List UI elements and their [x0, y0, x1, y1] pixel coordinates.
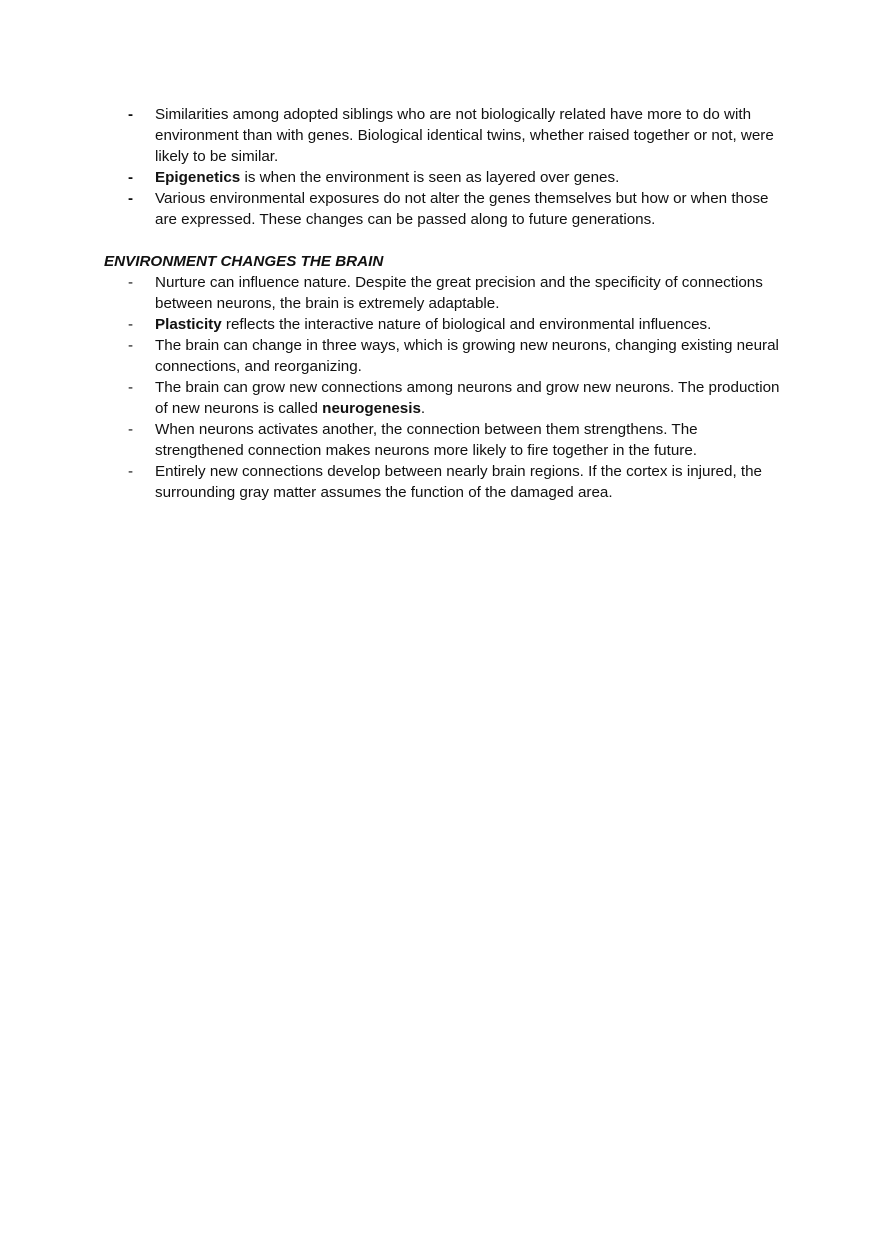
item-text: is when the environment is seen as layered over genes.: [240, 169, 620, 186]
item-text: The brain can change in three ways, which is growing new neurons, changing existing neural connections, and reorganizing.: [155, 337, 779, 375]
bullet-dash: -: [128, 337, 134, 354]
item-text: Nurture can influence nature. Despite the great precision and the specificity of connections between neurons, the brain is extremely adaptable.: [155, 274, 763, 312]
term-bold: neurogenesis: [322, 400, 421, 417]
bullet-list: [104, 104, 784, 230]
item-tail: .: [420, 400, 426, 417]
bullet-dash: -: [128, 421, 134, 438]
item-text: Similarities among adopted siblings who are not biologically related have more to do with environment than with genes. Biological identical twins, whether raised together or not, were likely to be similar.: [155, 106, 774, 165]
section-heading: ENVIRONMENT CHANGES THE BRAIN: [104, 253, 384, 270]
term-bold: Plasticity: [155, 316, 222, 333]
list-item: [104, 314, 784, 335]
list-item: [104, 272, 784, 314]
bullet-dash: -: [128, 190, 134, 207]
list-item: [104, 104, 784, 167]
list-item: [104, 167, 784, 188]
bullet-dash: -: [128, 274, 134, 291]
list-item: [104, 461, 784, 503]
section-genes-environment: [104, 104, 784, 230]
bullet-dash: -: [128, 106, 134, 123]
list-item: [104, 377, 784, 419]
item-text: When neurons activates another, the connection between them strengthens. The strengthened connection makes neurons more likely to fire together in the future.: [155, 421, 698, 459]
term-bold: Epigenetics: [155, 169, 241, 186]
item-text: The brain can grow new connections among neurons and grow new neurons. The production of new neurons is called: [155, 379, 780, 417]
list-item: [104, 419, 784, 461]
item-text: Various environmental exposures do not alter the genes themselves but how or when those are expressed. These changes can be passed along to future generations.: [155, 190, 769, 228]
section-environment-changes-brain: [104, 251, 784, 503]
list-item: [104, 335, 784, 377]
bullet-dash: -: [128, 463, 134, 480]
item-text: Entirely new connections develop between nearly brain regions. If the cortex is injured, the surrounding gray matter assumes the function of the damaged area.: [155, 463, 763, 501]
bullet-list: [104, 272, 784, 503]
item-text: reflects the interactive nature of biological and environmental influences.: [221, 316, 712, 333]
list-item: [104, 188, 784, 230]
bullet-dash: -: [128, 316, 134, 333]
bullet-dash: -: [128, 169, 134, 186]
bullet-dash: -: [128, 379, 134, 396]
